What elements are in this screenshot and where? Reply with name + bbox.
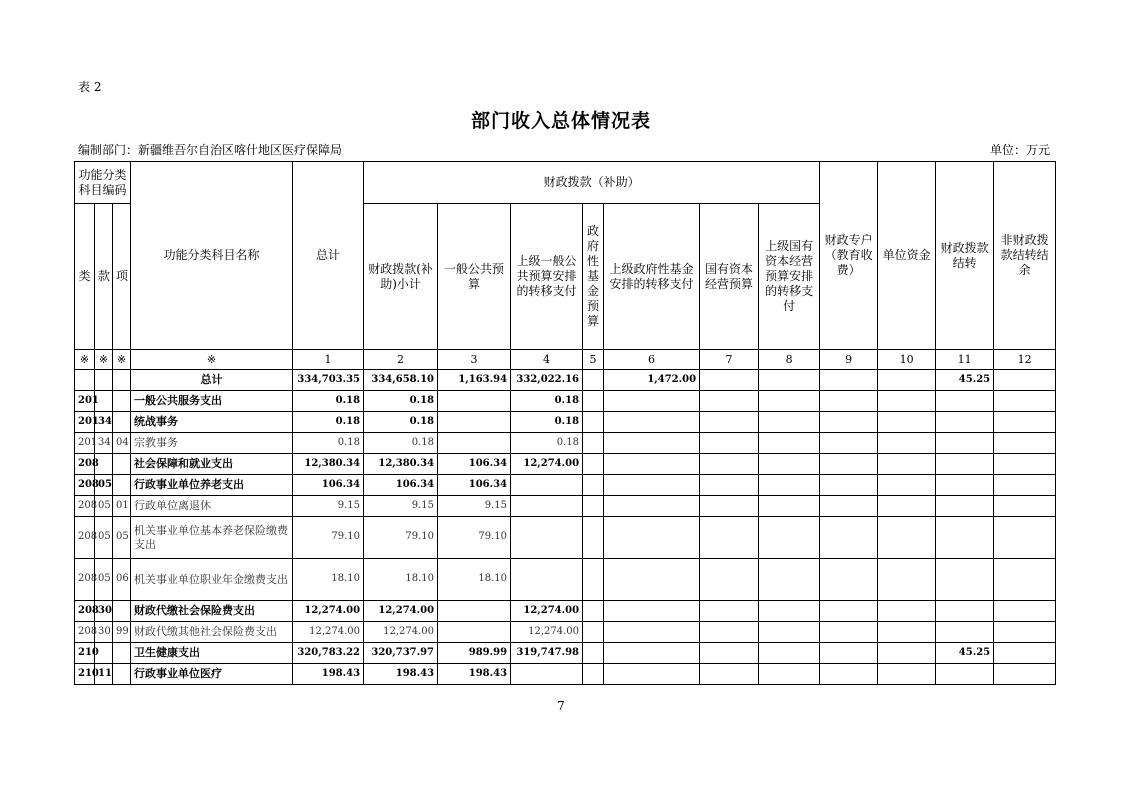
cell-c5: [583, 391, 604, 412]
cell-name: 统战事务: [131, 412, 293, 433]
cell-kuan: 30: [95, 601, 113, 622]
cell-c9: [820, 412, 878, 433]
header-name: 功能分类科目名称: [131, 162, 293, 350]
index-cell: ※: [131, 350, 293, 370]
cell-xiang: 05: [113, 517, 131, 559]
cell-c7: [700, 601, 759, 622]
cell-c2: 320,737.97: [364, 643, 438, 664]
cell-c7: [700, 370, 759, 391]
cell-c6: [604, 517, 700, 559]
cell-c11: [936, 601, 994, 622]
cell-c5: [583, 454, 604, 475]
page-label: 表 2: [78, 80, 102, 94]
cell-c11: [936, 664, 994, 685]
cell-c11: 45.25: [936, 370, 994, 391]
cell-c11: [936, 496, 994, 517]
cell-c6: 1,472.00: [604, 370, 700, 391]
table-row: [75, 517, 1056, 559]
cell-c8: [759, 664, 820, 685]
cell-c4: 12,274.00: [511, 622, 583, 643]
cell-c4: 0.18: [511, 391, 583, 412]
cell-lei: [75, 370, 95, 391]
table-row: [75, 664, 1056, 685]
cell-c10: [878, 370, 936, 391]
cell-c1: 320,783.22: [293, 643, 364, 664]
cell-c4: 0.18: [511, 412, 583, 433]
cell-c1: 18.10: [293, 559, 364, 601]
cell-c12: [994, 664, 1056, 685]
cell-c3: [438, 601, 511, 622]
cell-xiang: [113, 475, 131, 496]
cell-c10: [878, 559, 936, 601]
cell-c5: [583, 475, 604, 496]
cell-c10: [878, 496, 936, 517]
table-row: [75, 622, 1056, 643]
cell-c5: [583, 433, 604, 454]
header-lei: 类: [75, 204, 95, 350]
unit-label: 单位：万元: [990, 143, 1051, 157]
cell-c12: [994, 475, 1056, 496]
cell-c10: [878, 433, 936, 454]
cell-name: 社会保障和就业支出: [131, 454, 293, 475]
cell-c5: [583, 601, 604, 622]
cell-c10: [878, 643, 936, 664]
cell-c1: 79.10: [293, 517, 364, 559]
cell-lei: 208: [75, 454, 95, 475]
index-cell: ※: [95, 350, 113, 370]
cell-c8: [759, 496, 820, 517]
cell-c4: 12,274.00: [511, 601, 583, 622]
cell-c9: [820, 496, 878, 517]
cell-c10: [878, 664, 936, 685]
cell-lei: 208: [75, 622, 95, 643]
index-cell: 4: [511, 350, 583, 370]
cell-c6: [604, 601, 700, 622]
cell-xiang: [113, 664, 131, 685]
cell-c7: [700, 412, 759, 433]
cell-c11: [936, 433, 994, 454]
header-fiscal-subtotal: 财政拨款(补助)小计: [364, 204, 438, 350]
cell-c6: [604, 622, 700, 643]
header-state-capital: 国有资本经营预算: [700, 204, 759, 350]
cell-c9: [820, 454, 878, 475]
cell-c4: [511, 517, 583, 559]
cell-c6: [604, 475, 700, 496]
cell-c6: [604, 559, 700, 601]
cell-c12: [994, 433, 1056, 454]
cell-xiang: [113, 454, 131, 475]
cell-c8: [759, 412, 820, 433]
cell-c12: [994, 643, 1056, 664]
document-title: 部门收入总体情况表: [470, 110, 651, 132]
cell-c6: [604, 412, 700, 433]
cell-c11: [936, 622, 994, 643]
cell-kuan: 05: [95, 475, 113, 496]
cell-c3: 198.43: [438, 664, 511, 685]
cell-c9: [820, 643, 878, 664]
cell-c6: [604, 496, 700, 517]
cell-c2: 12,274.00: [364, 622, 438, 643]
index-cell: 11: [936, 350, 994, 370]
header-kuan: 款: [95, 204, 113, 350]
cell-c8: [759, 475, 820, 496]
cell-c2: 0.18: [364, 433, 438, 454]
cell-c7: [700, 496, 759, 517]
cell-lei: 201: [75, 433, 95, 454]
cell-name: 行政事业单位养老支出: [131, 475, 293, 496]
cell-c9: [820, 370, 878, 391]
cell-c1: 12,274.00: [293, 601, 364, 622]
cell-c2: 79.10: [364, 517, 438, 559]
income-summary-table: [74, 161, 1056, 685]
index-cell: 12: [994, 350, 1056, 370]
table-body: [75, 370, 1056, 685]
index-cell: 6: [604, 350, 700, 370]
cell-c7: [700, 664, 759, 685]
index-cell: 1: [293, 350, 364, 370]
cell-c3: [438, 412, 511, 433]
cell-c7: [700, 559, 759, 601]
cell-xiang: 04: [113, 433, 131, 454]
cell-lei: 201: [75, 412, 95, 433]
cell-c9: [820, 559, 878, 601]
cell-c8: [759, 517, 820, 559]
cell-c10: [878, 412, 936, 433]
index-cell: 3: [438, 350, 511, 370]
cell-c11: [936, 391, 994, 412]
cell-c11: [936, 559, 994, 601]
cell-xiang: [113, 370, 131, 391]
header-upper-state-capital: 上级国有资本经营预算安排的转移支付: [759, 204, 820, 350]
cell-c2: 198.43: [364, 664, 438, 685]
cell-kuan: 05: [95, 559, 113, 601]
cell-c1: 0.18: [293, 391, 364, 412]
cell-c10: [878, 622, 936, 643]
cell-xiang: 01: [113, 496, 131, 517]
index-cell: 10: [878, 350, 936, 370]
department-label: 编制部门：新疆维吾尔自治区喀什地区医疗保障局: [78, 143, 343, 157]
cell-c1: 334,703.35: [293, 370, 364, 391]
cell-c7: [700, 454, 759, 475]
cell-name: 机关事业单位基本养老保险缴费支出: [131, 517, 293, 559]
cell-name: 行政事业单位医疗: [131, 664, 293, 685]
table-row: [75, 433, 1056, 454]
cell-lei: 208: [75, 496, 95, 517]
cell-c7: [700, 433, 759, 454]
cell-c3: [438, 433, 511, 454]
cell-c12: [994, 559, 1056, 601]
header-fiscal-carryover: 财政拨款结转: [936, 162, 994, 350]
cell-c5: [583, 517, 604, 559]
cell-c12: [994, 622, 1056, 643]
cell-xiang: 99: [113, 622, 131, 643]
cell-c5: [583, 412, 604, 433]
index-cell: 9: [820, 350, 878, 370]
cell-c3: [438, 622, 511, 643]
cell-c2: 12,380.34: [364, 454, 438, 475]
cell-c4: [511, 475, 583, 496]
cell-name: 总计: [131, 370, 293, 391]
cell-c4: 332,022.16: [511, 370, 583, 391]
cell-kuan: [95, 370, 113, 391]
index-cell: 8: [759, 350, 820, 370]
cell-c3: 106.34: [438, 475, 511, 496]
cell-c7: [700, 622, 759, 643]
cell-xiang: [113, 601, 131, 622]
cell-c1: 12,274.00: [293, 622, 364, 643]
header-code-group: 功能分类科目编码: [75, 162, 131, 204]
table-row: [75, 496, 1056, 517]
cell-c10: [878, 517, 936, 559]
table-row: [75, 370, 1056, 391]
cell-c9: [820, 517, 878, 559]
header-special-fund: 财政专户（教育收费）: [820, 162, 878, 350]
cell-c4: [511, 664, 583, 685]
cell-c11: [936, 517, 994, 559]
header-upper-general: 上级一般公共预算安排的转移支付: [511, 204, 583, 350]
index-cell: 2: [364, 350, 438, 370]
cell-c11: [936, 475, 994, 496]
cell-c1: 0.18: [293, 412, 364, 433]
cell-c6: [604, 664, 700, 685]
cell-c4: 319,747.98: [511, 643, 583, 664]
header-xiang: 项: [113, 204, 131, 350]
cell-c5: [583, 559, 604, 601]
cell-c12: [994, 496, 1056, 517]
cell-c9: [820, 664, 878, 685]
table-row: [75, 559, 1056, 601]
cell-c3: 989.99: [438, 643, 511, 664]
cell-c1: 12,380.34: [293, 454, 364, 475]
cell-kuan: 34: [95, 433, 113, 454]
cell-c8: [759, 391, 820, 412]
table-row: [75, 412, 1056, 433]
cell-c8: [759, 601, 820, 622]
cell-c11: 45.25: [936, 643, 994, 664]
cell-c7: [700, 475, 759, 496]
cell-c7: [700, 391, 759, 412]
cell-kuan: 05: [95, 496, 113, 517]
cell-c1: 198.43: [293, 664, 364, 685]
cell-lei: 208: [75, 559, 95, 601]
cell-c2: 12,274.00: [364, 601, 438, 622]
header-unit-fund: 单位资金: [878, 162, 936, 350]
header-total: 总计: [293, 162, 364, 350]
cell-kuan: 11: [95, 664, 113, 685]
cell-kuan: 30: [95, 622, 113, 643]
cell-name: 宗教事务: [131, 433, 293, 454]
cell-c10: [878, 601, 936, 622]
cell-c12: [994, 517, 1056, 559]
cell-c11: [936, 412, 994, 433]
cell-c9: [820, 391, 878, 412]
header-gov-fund: 政府性基金预算: [583, 204, 604, 350]
cell-c6: [604, 643, 700, 664]
cell-xiang: 06: [113, 559, 131, 601]
cell-c2: 18.10: [364, 559, 438, 601]
cell-c10: [878, 391, 936, 412]
cell-c1: 9.15: [293, 496, 364, 517]
cell-c11: [936, 454, 994, 475]
header-fiscal-group: 财政拨款（补助）: [364, 162, 820, 204]
cell-c6: [604, 454, 700, 475]
header-upper-gov-fund: 上级政府性基金安排的转移支付: [604, 204, 700, 350]
cell-c2: 9.15: [364, 496, 438, 517]
cell-c2: 334,658.10: [364, 370, 438, 391]
cell-c3: 18.10: [438, 559, 511, 601]
cell-c6: [604, 391, 700, 412]
cell-kuan: 34: [95, 412, 113, 433]
cell-xiang: [113, 391, 131, 412]
cell-c8: [759, 433, 820, 454]
cell-c9: [820, 475, 878, 496]
cell-c1: 0.18: [293, 433, 364, 454]
cell-c3: 106.34: [438, 454, 511, 475]
cell-c7: [700, 517, 759, 559]
cell-xiang: [113, 643, 131, 664]
cell-c12: [994, 391, 1056, 412]
cell-c12: [994, 370, 1056, 391]
cell-c5: [583, 664, 604, 685]
cell-name: 卫生健康支出: [131, 643, 293, 664]
cell-c2: 0.18: [364, 412, 438, 433]
cell-c12: [994, 412, 1056, 433]
cell-c5: [583, 643, 604, 664]
cell-c12: [994, 601, 1056, 622]
cell-c4: [511, 559, 583, 601]
cell-c2: 0.18: [364, 391, 438, 412]
index-row: [75, 350, 1056, 370]
cell-c4: 12,274.00: [511, 454, 583, 475]
cell-c10: [878, 475, 936, 496]
cell-c4: 0.18: [511, 433, 583, 454]
cell-c3: 79.10: [438, 517, 511, 559]
cell-c7: [700, 643, 759, 664]
cell-c9: [820, 622, 878, 643]
cell-c8: [759, 454, 820, 475]
table-row: [75, 454, 1056, 475]
cell-lei: 210: [75, 643, 95, 664]
index-cell: ※: [75, 350, 95, 370]
cell-c5: [583, 370, 604, 391]
cell-c5: [583, 622, 604, 643]
cell-name: 机关事业单位职业年金缴费支出: [131, 559, 293, 601]
table-row: [75, 391, 1056, 412]
index-cell: 7: [700, 350, 759, 370]
cell-c3: 1,163.94: [438, 370, 511, 391]
cell-c8: [759, 559, 820, 601]
cell-c10: [878, 454, 936, 475]
cell-c5: [583, 496, 604, 517]
cell-c3: 9.15: [438, 496, 511, 517]
cell-c8: [759, 622, 820, 643]
header-nonfiscal-carryover: 非财政拨款结转结余: [994, 162, 1056, 350]
cell-c3: [438, 391, 511, 412]
page-number: 7: [557, 699, 565, 713]
cell-lei: 208: [75, 601, 95, 622]
cell-lei: 201: [75, 391, 95, 412]
cell-c12: [994, 454, 1056, 475]
cell-c8: [759, 643, 820, 664]
cell-xiang: [113, 412, 131, 433]
cell-c9: [820, 433, 878, 454]
cell-c9: [820, 601, 878, 622]
cell-c8: [759, 370, 820, 391]
cell-lei: 208: [75, 475, 95, 496]
cell-name: 一般公共服务支出: [131, 391, 293, 412]
cell-kuan: 05: [95, 517, 113, 559]
cell-c2: 106.34: [364, 475, 438, 496]
cell-lei: 210: [75, 664, 95, 685]
cell-c6: [604, 433, 700, 454]
index-cell: ※: [113, 350, 131, 370]
index-cell: 5: [583, 350, 604, 370]
cell-lei: 208: [75, 517, 95, 559]
cell-c1: 106.34: [293, 475, 364, 496]
table-row: [75, 601, 1056, 622]
table-row: [75, 643, 1056, 664]
cell-name: 行政单位离退休: [131, 496, 293, 517]
cell-name: 财政代缴社会保险费支出: [131, 601, 293, 622]
header-row-1: [75, 162, 1056, 204]
cell-name: 财政代缴其他社会保险费支出: [131, 622, 293, 643]
header-general-budget: 一般公共预算: [438, 204, 511, 350]
cell-c4: [511, 496, 583, 517]
table-row: [75, 475, 1056, 496]
